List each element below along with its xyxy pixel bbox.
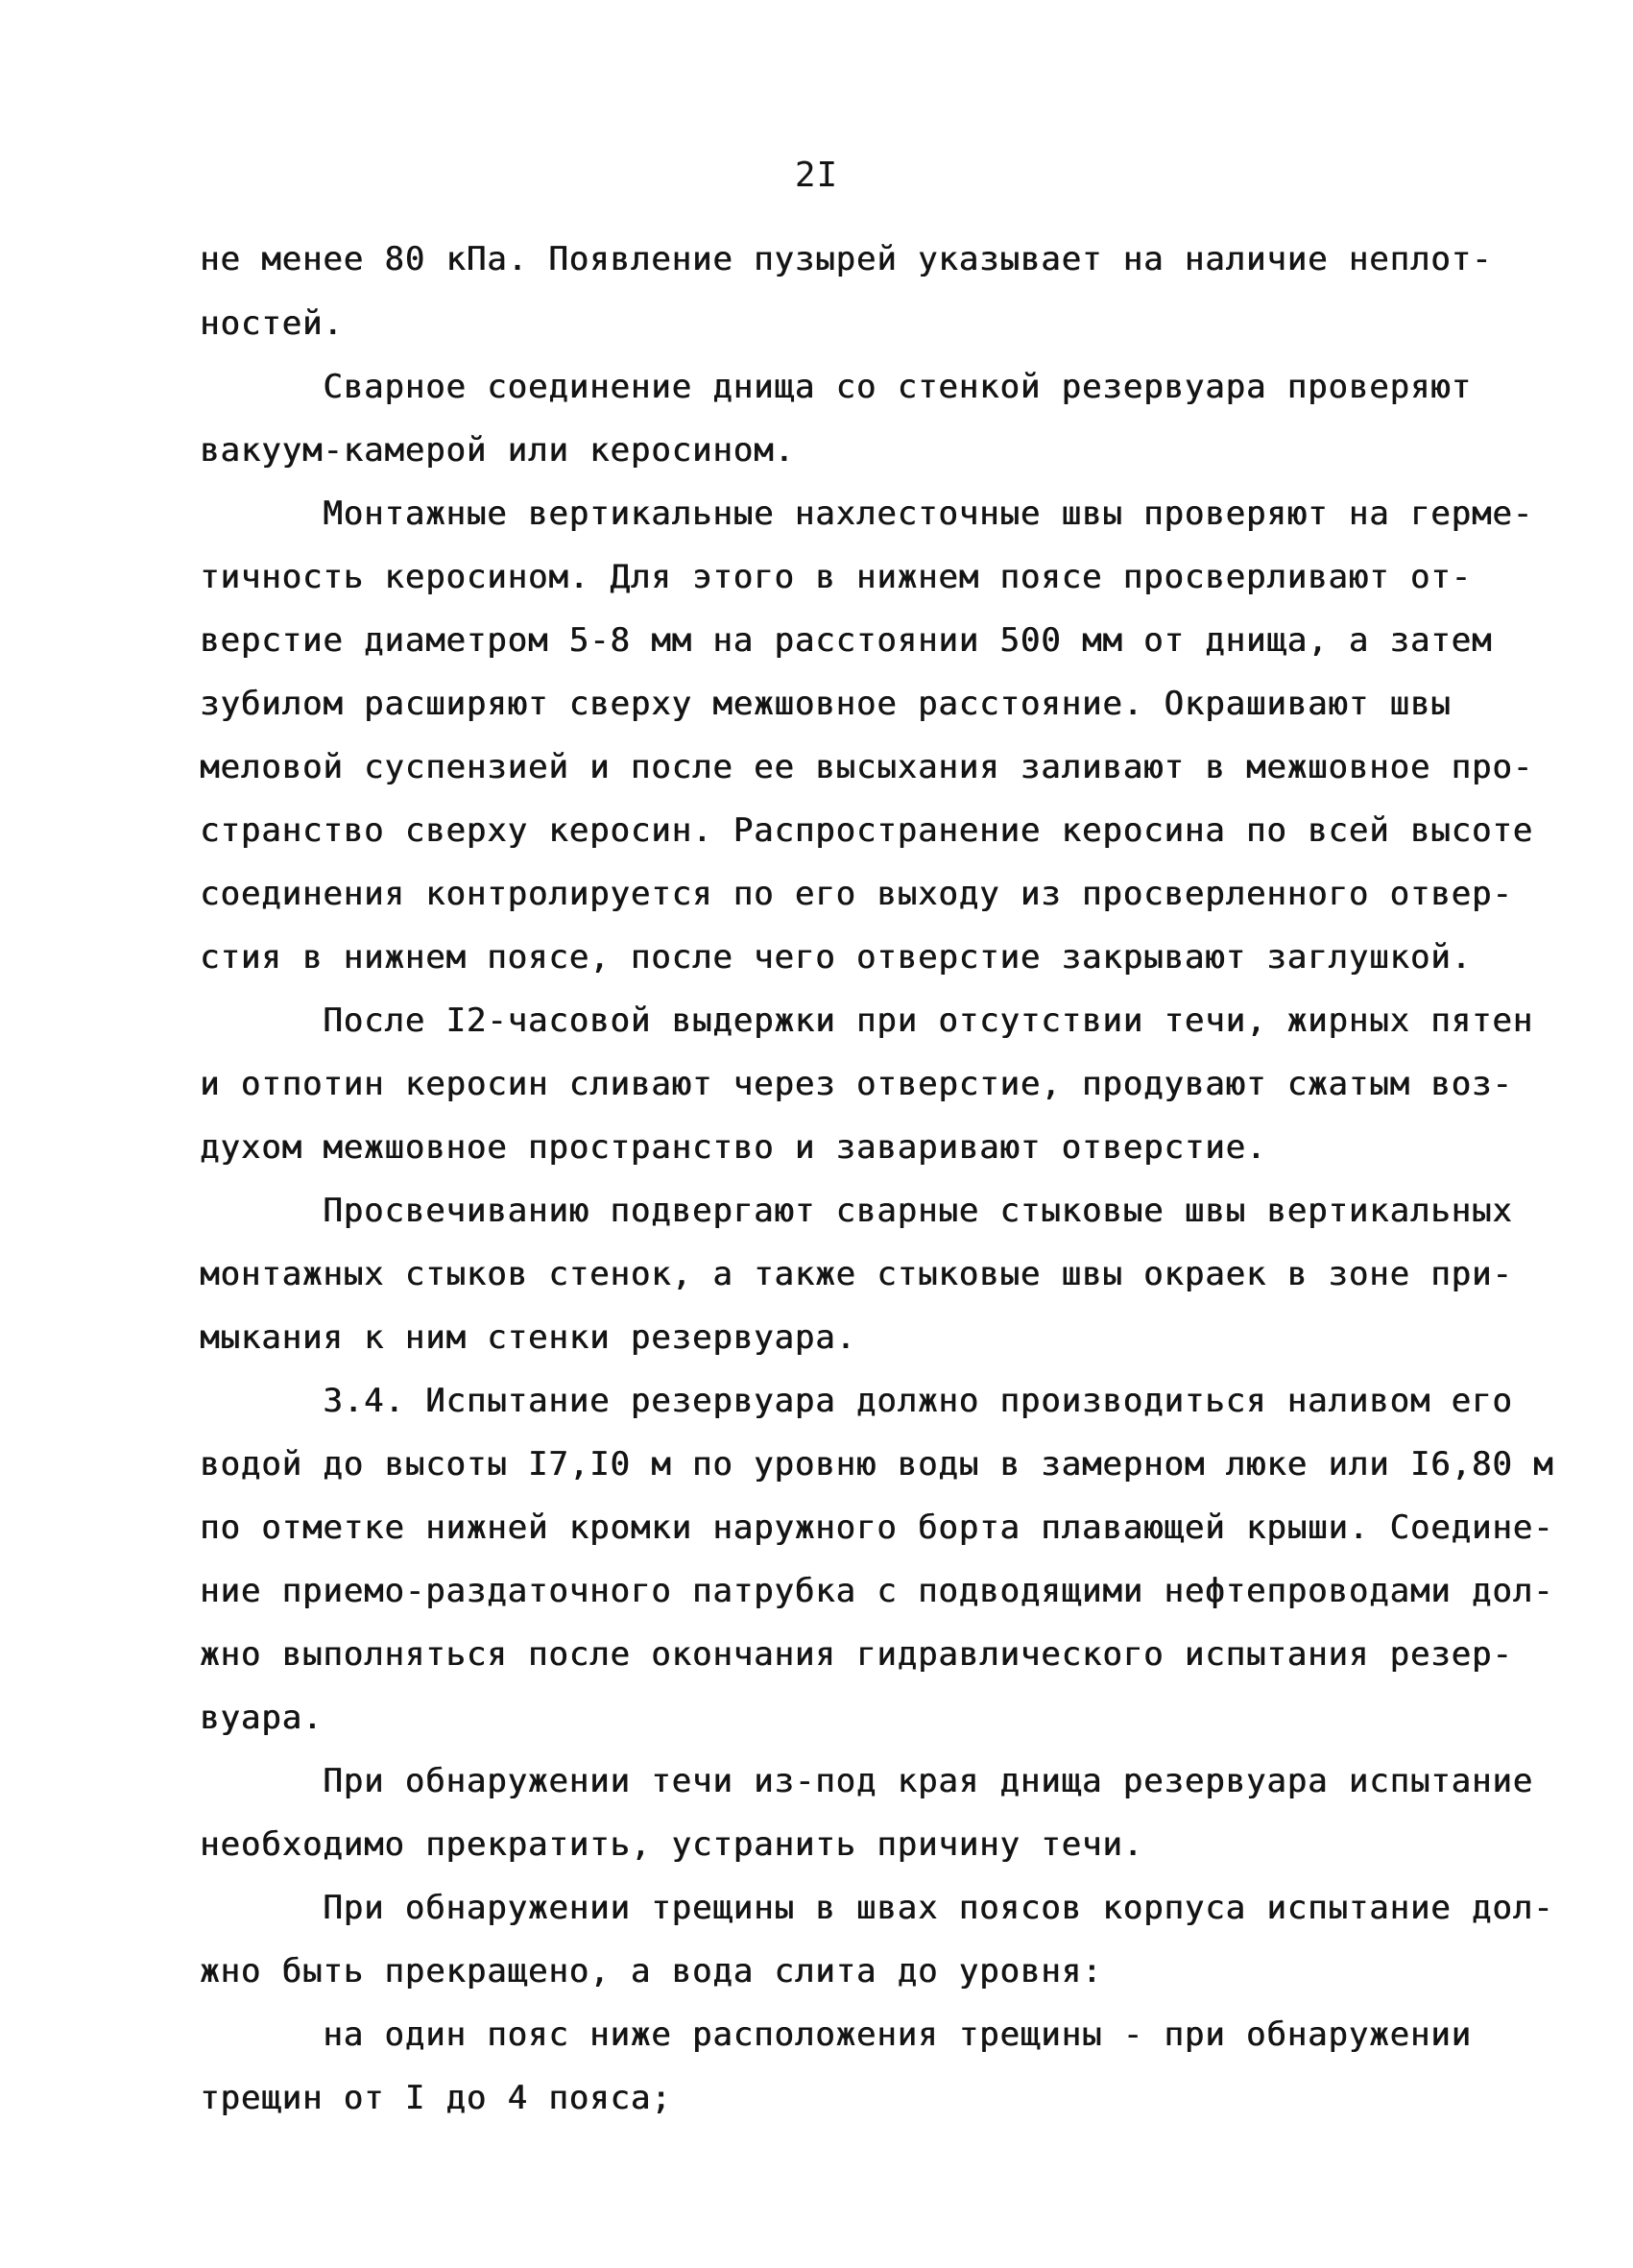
text-line: мыкания к ним стенки резервуара. xyxy=(200,1318,856,1357)
text-line: на один пояс ниже расположения трещины - при обнаружении xyxy=(200,2015,1472,2054)
page-number: 2I xyxy=(794,156,839,195)
text-line: Просвечиванию подвергают сварные стыковые швы вертикальных xyxy=(200,1192,1513,1230)
text-line: При обнаружении течи из-под края днища резервуара испытание xyxy=(200,1762,1534,1800)
text-line: странство сверху керосин. Распространение керосина по всей высоте xyxy=(200,811,1534,850)
text-line: ностей. xyxy=(200,304,344,343)
text-line: необходимо прекратить, устранить причину течи. xyxy=(200,1825,1144,1864)
text-line: При обнаружении трещины в швах поясов корпуса испытание дол- xyxy=(200,1889,1554,1927)
text-line: После I2-часовой выдержки при отсутствии течи, жирных пятен xyxy=(200,1001,1534,1040)
text-line: вакуум-камерой или керосином. xyxy=(200,431,795,470)
text-line: Сварное соединение днища со стенкой резервуара проверяют xyxy=(200,368,1472,406)
text-line: соединения контролируется по его выходу из просверленного отвер- xyxy=(200,875,1513,913)
text-line: стия в нижнем поясе, после чего отверстие закрывают заглушкой. xyxy=(200,938,1472,977)
text-line: жно выполняться после окончания гидравлического испытания резер- xyxy=(200,1635,1513,1674)
text-line: зубилом расширяют сверху межшовное расстояние. Окрашивают швы xyxy=(200,685,1452,723)
text-line: не менее 80 кПа. Появление пузырей указывает на наличие неплот- xyxy=(200,240,1493,278)
text-line: верстие диаметром 5-8 мм на расстоянии 500 мм от днища, а затем xyxy=(200,621,1493,660)
text-line: Монтажные вертикальные нахлесточные швы проверяют на герме- xyxy=(200,495,1534,533)
text-line: трещин от I до 4 пояса; xyxy=(200,2079,672,2117)
text-line: водой до высоты I7,I0 м по уровню воды в замерном люке или I6,80 м xyxy=(200,1445,1554,1484)
text-line: по отметке нижней кромки наружного борта плавающей крыши. Соедине- xyxy=(200,1508,1554,1547)
text-line: ние приемо-раздаточного патрубка с подводящими нефтепроводами дол- xyxy=(200,1572,1554,1610)
text-line: и отпотин керосин сливают через отверстие, продувают сжатым воз- xyxy=(200,1065,1513,1103)
text-line: вуара. xyxy=(200,1699,324,1737)
text-line: 3.4. Испытание резервуара должно производиться наливом его xyxy=(200,1382,1513,1420)
text-line: жно быть прекращено, а вода слита до уровня: xyxy=(200,1952,1103,1991)
text-line: меловой суспензией и после ее высыхания заливают в межшовное про- xyxy=(200,748,1534,786)
text-line: духом межшовное пространство и заваривают отверстие. xyxy=(200,1128,1267,1167)
text-line: тичность керосином. Для этого в нижнем поясе просверливают от- xyxy=(200,558,1472,596)
text-line: монтажных стыков стенок, а также стыковые швы окраек в зоне при- xyxy=(200,1255,1513,1293)
